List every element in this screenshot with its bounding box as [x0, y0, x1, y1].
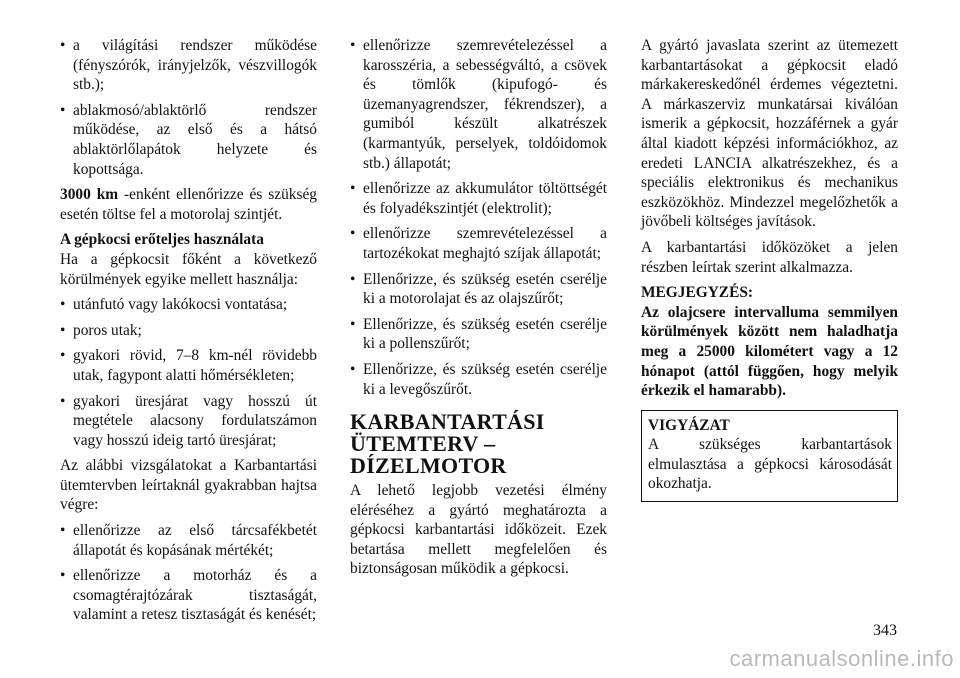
heading-line-3: DÍZELMOTOR	[350, 453, 507, 479]
bullet-list-checks	[60, 36, 317, 179]
list-item: • ellenőrizze az első tárcsafékbetét állapotát és kopásának mértékét;	[60, 521, 317, 560]
interval-paragraph: A karbantartási időközöket a jelen részben leírtak szerint alkalmazza.	[641, 238, 898, 276]
list-item: • utánfutó vagy lakókocsi vontatása;	[60, 295, 317, 315]
warning-body: A szükséges karbantartások elmulasztása a gépkocsi károsodását okozhatja.	[648, 436, 892, 493]
section-subheading: A gépkocsi erőteljes használata	[60, 231, 264, 249]
schedule-intro-paragraph: A lehető legjobb vezetési élmény eléréséhez a gyártó meghatározta a gépkocsi karbantartási időközeit. Ezek betartása mellett megfelelően és biztonságosan működik a gépkocsi.	[350, 482, 607, 578]
list-item: • Ellenőrizze, és szükség esetén cserélje ki a pollenszűrőt;	[350, 315, 607, 354]
km-paragraph	[60, 185, 317, 224]
section-heading	[350, 411, 607, 477]
list-item: • ellenőrizze a motorház és a csomagtérajtózárak tisztaságát, valamint a retesz tisztaságát és kenését;	[60, 566, 317, 625]
list-item: • Ellenőrizze, és szükség esetén cserélje ki a motorolajat és az olajszűrőt;	[350, 270, 607, 309]
list-item: • ellenőrizze szemrevételezéssel a karosszéria, a sebességváltó, a csövek és tömlők (kipufogó- és üzemanyagrendszer, fékrendszer), a gumiból készült alkatrészek (karmantyúk, perselyek, toldóidomok stb.) állapotát;	[350, 36, 607, 173]
intro-paragraph: Ha a gépkocsit főként a következő körülmények egyike mellett használja:	[60, 250, 317, 288]
heading-line-2: ÜTEMTERV –	[350, 431, 496, 457]
list-item: • Ellenőrizze, és szükség esetén cserélje ki a levegőszűrőt.	[350, 360, 607, 399]
note-title: MEGJEGYZÉS:	[641, 284, 754, 302]
page-number: 343	[873, 622, 897, 639]
bullet-list-conditions	[60, 295, 317, 450]
bullet-list-inspections	[60, 521, 317, 625]
heading-line-1: KARBANTARTÁSI	[350, 409, 545, 435]
km-text: -enként ellenőrizze és szükség esetén töltse fel a motorolaj szintjét.	[60, 186, 317, 223]
note-body: Az olajcsere intervalluma semmilyen körülmények között nem haladhatja meg a 25000 kilométert vagy a 12 hónapot (attól függően, hogy melyik érkezik el hamarabb).	[641, 303, 898, 400]
list-item: • ellenőrizze szemrevételezéssel a tartozékokat meghajtó szíjak állapotát;	[350, 224, 607, 263]
warning-box	[641, 410, 898, 502]
warning-title: VIGYÁZAT	[648, 416, 730, 434]
km-value: 3000 km	[60, 186, 119, 204]
watermark: carmanualsonline.info	[729, 646, 954, 671]
column-left	[60, 36, 317, 631]
list-item: • a világítási rendszer működése (fényszórók, irányjelzők, vészvillogók stb.);	[60, 36, 317, 95]
column-middle	[350, 36, 607, 585]
intro2-paragraph: Az alábbi vizsgálatokat a Karbantartási ütemtervben leírtaknál gyakrabban hajtsa végre:	[60, 457, 317, 514]
column-right	[641, 36, 898, 502]
list-item: • ellenőrizze az akkumulátor töltöttségét és folyadékszintjét (elektrolit);	[350, 179, 607, 218]
dealer-paragraph: A gyártó javaslata szerint az ütemezett karbantartásokat a gépkocsit eladó márkakereskedőnél érdemes végeztetni. A márkaszerviz munkatársai kiválóan ismerik a gépkocsit, hozzáférnek a gyár által kiadott képzési információkhoz, az eredeti LANCIA alkatrészekhez, és a speciális elektronikus és mechanikus eszközökhöz. Mindezzel megelőzhetők a jövőbeli költséges javítások.	[641, 37, 898, 231]
list-item: • poros utak;	[60, 321, 317, 341]
list-item: • gyakori üresjárat vagy hosszú út megtétele alacsony fordulatszámon vagy hosszú ideig tartó üresjárat;	[60, 392, 317, 451]
bullet-list-inspections-cont	[350, 36, 607, 399]
list-item: • gyakori rövid, 7–8 km-nél rövidebb utak, fagypont alatti hőmérsékleten;	[60, 346, 317, 385]
list-item: • ablakmosó/ablaktörlő rendszer működése, az első és a hátsó ablaktörlőlapátok helyzete és kopottsága.	[60, 101, 317, 179]
